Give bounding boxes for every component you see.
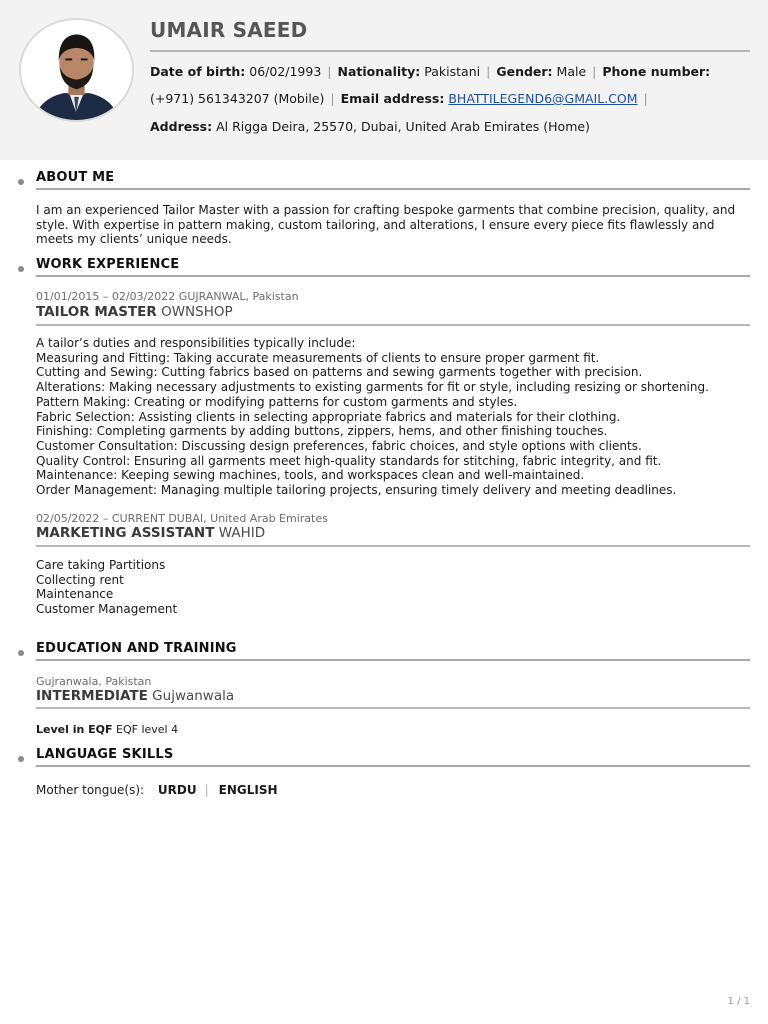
language-separator: | [204,783,209,797]
education-institution: Gujwanwala [152,688,235,704]
address-value: Al Rigga Deira, 25570, Dubai, United Arab Emirates (Home) [216,119,590,134]
section-bullet [18,650,24,656]
email-link[interactable]: BHATTILEGEND6@GMAIL.COM [448,91,638,106]
work-section-title: WORK EXPERIENCE [36,257,180,272]
section-divider [36,275,750,277]
info-separator: | [486,64,491,79]
info-separator: | [592,64,597,79]
education-divider [36,707,750,709]
job-1-line: Measuring and Fitting: Taking accurate measurements of clients to ensure proper garment fit. [36,350,600,365]
job-divider [36,545,750,547]
eqf-value: EQF level 4 [116,723,179,736]
job-1-country: Pakistan [252,290,299,303]
job-1-description [36,336,748,498]
education-meta: Gujranwala, Pakistan [36,675,152,688]
dob-label: Date of birth: [150,64,246,79]
job-1-meta [36,290,299,303]
job-2-line: Care taking Partitions [36,558,166,572]
education-title [36,688,234,704]
about-text: I am an experienced Tailor Master with a passion for crafting bespoke garments that combine precision, quality, and style. With expertise in pattern making, custom tailoring, and alterations, I ensure every piece fits flawlessly and meets my clients’ unique needs. [36,203,736,247]
job-1-line: Quality Control: Ensuring all garments meet high-quality standards for stitching, fabric integrity, and fit. [36,453,662,468]
job-2-country: United Arab Emirates [210,512,328,525]
section-divider [36,765,750,767]
job-1-line: Order Management: Managing multiple tailoring projects, ensuring timely delivery and meeting deadlines. [36,483,677,498]
education-section-title: EDUCATION AND TRAINING [36,641,237,656]
gender-value: Male [556,64,587,79]
job-1-line: Cutting and Sewing: Cutting fabrics based on patterns and sewing garments together with precision. [36,365,643,380]
phone-label: Phone number: [602,64,711,79]
section-bullet [18,266,24,272]
job-divider [36,324,750,326]
gender-label: Gender: [496,64,553,79]
job-1-line: Pattern Making: Creating or modifying patterns for custom garments and styles. [36,394,518,409]
nationality-value: Pakistani [424,64,481,79]
profile-photo [19,18,134,122]
personal-info-line-2 [150,91,654,106]
dob-value: 06/02/1993 [249,64,322,79]
section-divider [36,188,750,190]
language-item: ENGLISH [218,783,278,797]
eqf-label: Level in EQF [36,723,113,736]
section-divider [36,659,750,661]
job-1-dates: 01/01/2015 – 02/03/2022 [36,290,176,303]
job-2-line: Maintenance [36,587,114,602]
page-number: 1 / 1 [727,996,750,1007]
job-1-line: Finishing: Completing garments by adding buttons, zippers, hems, and other finishing touches. [36,424,608,439]
mother-tongue-label: Mother tongue(s): [36,783,145,797]
mother-tongues [36,783,286,797]
info-separator: | [330,91,335,106]
info-separator: | [327,64,332,79]
personal-info-line-1 [150,64,710,79]
job-1-role: TAILOR MASTER [36,304,157,320]
about-section-title: ABOUT ME [36,170,115,185]
info-separator: | [643,91,648,106]
job-2-meta [36,512,328,525]
person-avatar-icon [21,20,132,120]
header-band [0,0,768,160]
job-1-employer: OWNSHOP [161,304,233,320]
job-2-title [36,525,265,541]
job-1-line: Maintenance: Keeping sewing machines, tools, and workspaces clean and well-maintained. [36,468,585,483]
job-1-line: Customer Consultation: Discussing design preferences, fabric choices, and style options with clients. [36,438,642,453]
job-1-title [36,304,233,320]
job-1-line: A tailor’s duties and responsibilities typically include: [36,336,356,350]
phone-value: (+971) 561343207 (Mobile) [150,91,325,106]
job-2-employer: WAHID [218,525,266,541]
job-1-city: GUJRANWAL, [178,290,249,303]
job-2-dates: 02/05/2022 – CURRENT [36,512,165,525]
nationality-label: Nationality: [337,64,421,79]
languages-section-title: LANGUAGE SKILLS [36,747,174,762]
job-2-description [36,558,748,617]
language-item: URDU [157,783,197,797]
section-bullet [18,756,24,762]
job-1-line: Alterations: Making necessary adjustments to existing garments for fit or style, including resizing or shortening. [36,380,709,395]
job-2-line: Collecting rent [36,572,124,587]
personal-info-line-3 [150,119,590,134]
job-2-city: DUBAI, [168,512,207,525]
job-2-line: Customer Management [36,602,178,617]
job-1-line: Fabric Selection: Assisting clients in selecting appropriate fabrics and materials for their clothing. [36,409,621,424]
education-qualification: INTERMEDIATE [36,688,148,704]
email-label: Email address: [340,91,445,106]
section-bullet [18,179,24,185]
candidate-name: UMAIR SAEED [150,18,308,42]
address-label: Address: [150,119,213,134]
eqf-level [36,723,178,736]
job-2-role: MARKETING ASSISTANT [36,525,215,541]
name-divider [150,50,750,52]
